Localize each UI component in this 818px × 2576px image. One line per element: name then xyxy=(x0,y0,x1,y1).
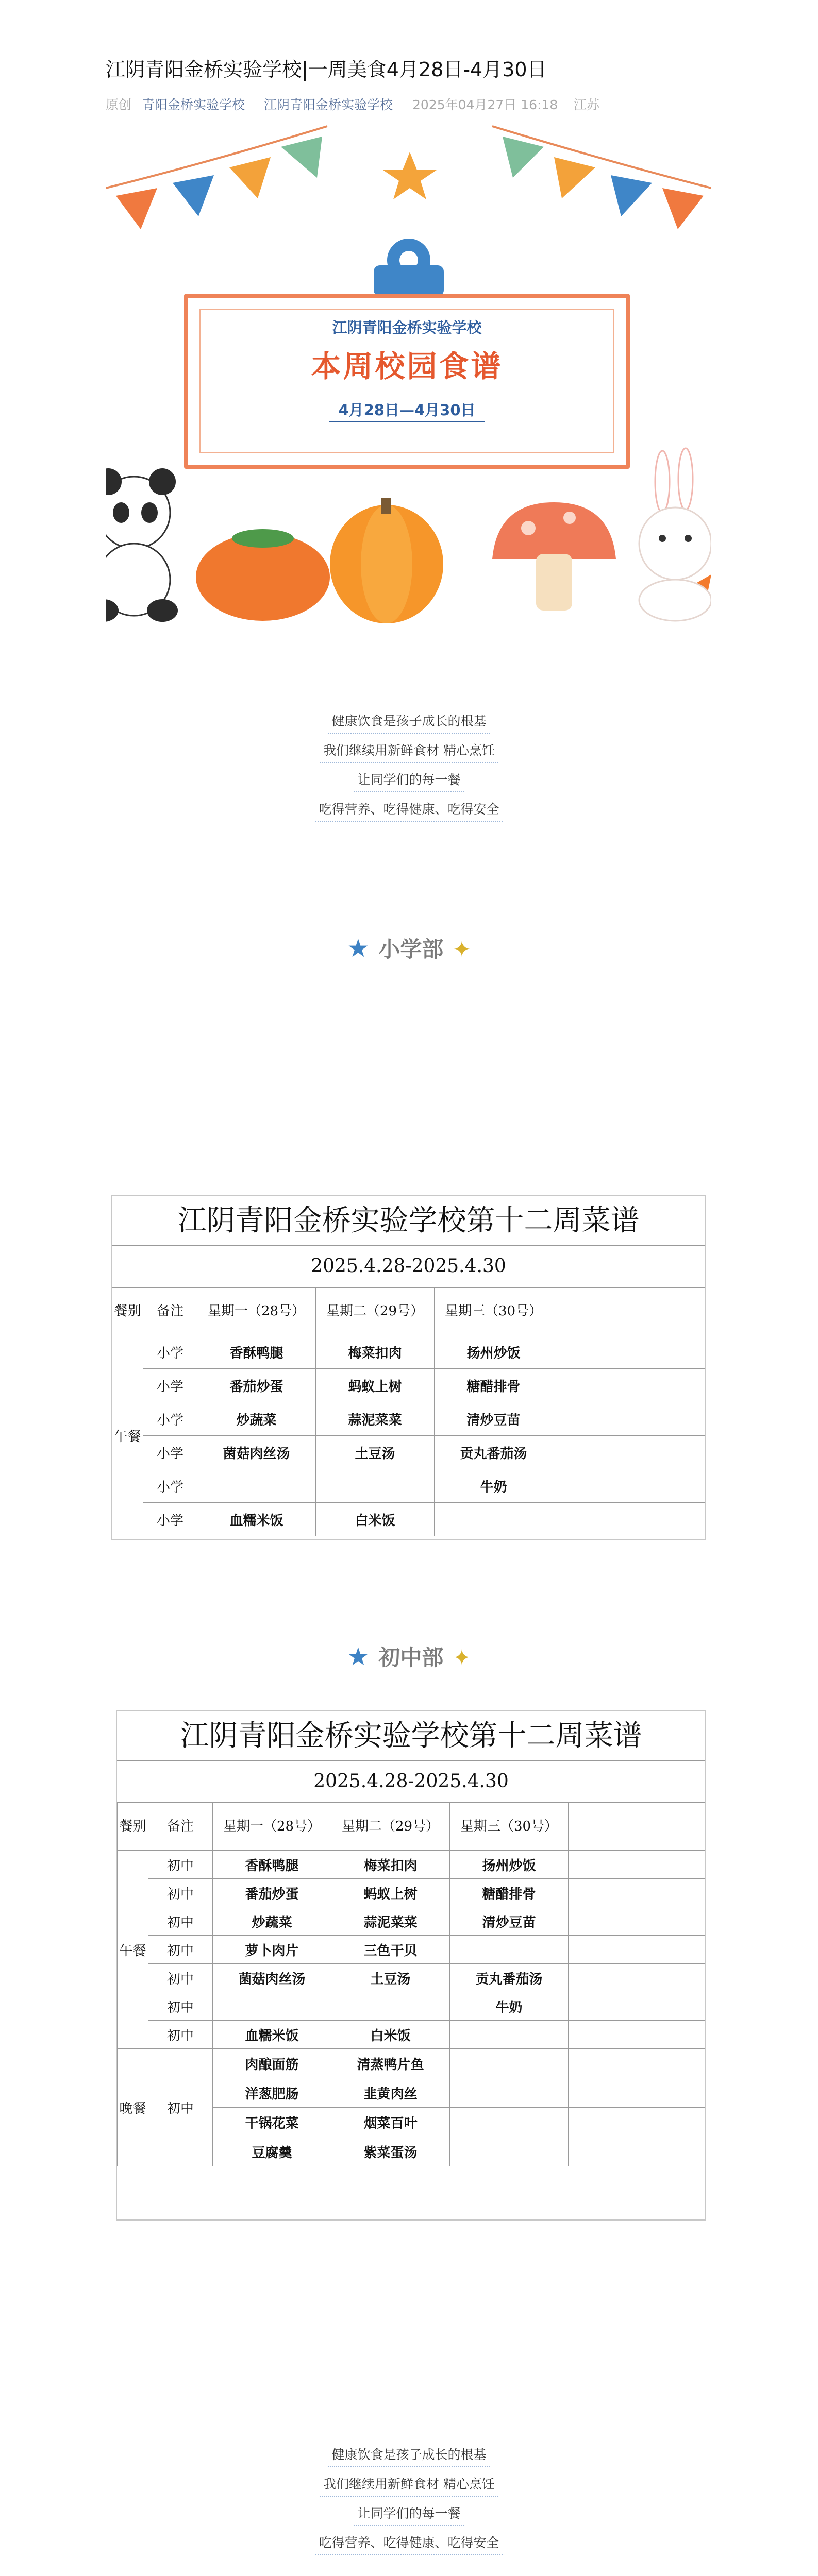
header-cell: 餐别 xyxy=(118,1803,148,1851)
note-cell: 初中 xyxy=(148,2021,213,2049)
dish-cell: 糖醋排骨 xyxy=(435,1369,553,1402)
dish-cell xyxy=(450,2021,569,2049)
dish-cell xyxy=(213,1992,331,2021)
dish-cell: 番茄炒蛋 xyxy=(213,1879,331,1907)
dish-cell: 番茄炒蛋 xyxy=(197,1369,316,1402)
dish-cell xyxy=(435,1503,553,1536)
header-cell xyxy=(553,1288,705,1335)
header-cell: 星期一（28号） xyxy=(213,1803,331,1851)
meal-cell: 晚餐 xyxy=(118,2049,148,2166)
dish-cell: 烟菜百叶 xyxy=(331,2108,450,2137)
dish-cell: 菌菇肉丝汤 xyxy=(213,1964,331,1992)
board-date: 4月28日—4月30日 xyxy=(188,399,626,420)
original-tag: 原创 xyxy=(106,97,132,112)
header-cell: 星期三（30号） xyxy=(450,1803,569,1851)
dish-cell: 蚂蚁上树 xyxy=(316,1369,435,1402)
header-cell: 星期一（28号） xyxy=(197,1288,316,1335)
note-cell: 小学 xyxy=(143,1436,197,1469)
dish-cell: 蚂蚁上树 xyxy=(331,1879,450,1907)
slogan-line: 让同学们的每一餐 xyxy=(0,770,818,792)
publish-time: 2025年04月27日 16:18 xyxy=(412,97,558,112)
dish-cell: 三色干贝 xyxy=(331,1936,450,1964)
section-heading-middle: ★ 初中部 ✦ xyxy=(347,1642,471,1671)
note-cell: 初中 xyxy=(148,1992,213,2021)
dish-cell: 香酥鸭腿 xyxy=(197,1335,316,1369)
note-cell: 初中 xyxy=(148,1907,213,1936)
dish-cell: 清炒豆苗 xyxy=(435,1402,553,1436)
menu-date: 2025.4.28-2025.4.30 xyxy=(112,1246,705,1287)
header-cell: 备注 xyxy=(143,1288,197,1335)
dish-cell: 蒜泥菜菜 xyxy=(316,1402,435,1436)
dish-cell: 蒜泥菜菜 xyxy=(331,1907,450,1936)
dish-cell: 土豆汤 xyxy=(316,1436,435,1469)
header-cell: 星期二（29号） xyxy=(316,1288,435,1335)
dish-cell: 炒蔬菜 xyxy=(197,1402,316,1436)
menu-grid xyxy=(117,1803,705,2166)
dish-cell: 扬州炒饭 xyxy=(435,1335,553,1369)
dish-cell: 血糯米饭 xyxy=(197,1503,316,1536)
note-cell: 小学 xyxy=(143,1369,197,1402)
menu-title: 江阴青阳金桥实验学校第十二周菜谱 xyxy=(117,1711,705,1761)
slogan-line: 我们继续用新鲜食材 精心烹饪 xyxy=(0,2474,818,2497)
dish-cell xyxy=(197,1469,316,1503)
dish-cell xyxy=(450,2108,569,2137)
note-cell: 小学 xyxy=(143,1469,197,1503)
author-link[interactable]: 青阳金桥实验学校 xyxy=(142,97,245,112)
board-school-name: 江阴青阳金桥实验学校 xyxy=(332,319,482,336)
slogan-line: 吃得营养、吃得健康、吃得安全 xyxy=(0,799,818,822)
article-title: 江阴青阳金桥实验学校|一周美食4月28日-4月30日 xyxy=(106,58,547,81)
dish-cell: 韭黄肉丝 xyxy=(331,2078,450,2108)
dish-cell: 牛奶 xyxy=(435,1469,553,1503)
note-cell: 初中 xyxy=(148,1964,213,1992)
note-cell: 初中 xyxy=(148,1879,213,1907)
dish-cell: 糖醋排骨 xyxy=(450,1879,569,1907)
dish-cell: 贡丸番茄汤 xyxy=(450,1964,569,1992)
account-link[interactable]: 江阴青阳金桥实验学校 xyxy=(264,97,393,112)
slogan-line: 健康饮食是孩子成长的根基 xyxy=(0,711,818,734)
dish-cell: 肉酿面筋 xyxy=(213,2049,331,2078)
header-cell: 餐别 xyxy=(112,1288,143,1335)
primary-menu-table xyxy=(111,1195,706,1540)
note-cell: 小学 xyxy=(143,1503,197,1536)
corn-icon: ✦ xyxy=(453,1645,471,1670)
dish-cell xyxy=(450,1936,569,1964)
dish-cell: 炒蔬菜 xyxy=(213,1907,331,1936)
dish-cell: 白米饭 xyxy=(331,2021,450,2049)
dish-cell: 清炒豆苗 xyxy=(450,1907,569,1936)
dish-cell xyxy=(450,2049,569,2078)
note-cell: 初中 xyxy=(148,2049,213,2166)
menu-title: 江阴青阳金桥实验学校第十二周菜谱 xyxy=(112,1196,705,1246)
header-cell: 星期二（29号） xyxy=(331,1803,450,1851)
menu-grid xyxy=(112,1287,705,1536)
dish-cell xyxy=(331,1992,450,2021)
dish-cell: 洋葱肥肠 xyxy=(213,2078,331,2108)
dish-cell: 干锅花菜 xyxy=(213,2108,331,2137)
note-cell: 小学 xyxy=(143,1335,197,1369)
section-heading-primary: ★ 小学部 ✦ xyxy=(347,934,471,963)
slogan-line: 让同学们的每一餐 xyxy=(0,2503,818,2526)
menu-date: 2025.4.28-2025.4.30 xyxy=(117,1761,705,1803)
slogan-line: 健康饮食是孩子成长的根基 xyxy=(0,2445,818,2467)
dish-cell: 梅菜扣肉 xyxy=(316,1335,435,1369)
header-cell: 星期三（30号） xyxy=(435,1288,553,1335)
dish-cell: 土豆汤 xyxy=(331,1964,450,1992)
dish-cell: 血糯米饭 xyxy=(213,2021,331,2049)
dish-cell: 贡丸番茄汤 xyxy=(435,1436,553,1469)
dish-cell xyxy=(316,1469,435,1503)
star-icon: ★ xyxy=(347,1642,370,1671)
header-cell: 备注 xyxy=(148,1803,213,1851)
note-cell: 小学 xyxy=(143,1402,197,1436)
dish-cell: 梅菜扣肉 xyxy=(331,1851,450,1879)
slogan-line: 我们继续用新鲜食材 精心烹饪 xyxy=(0,740,818,763)
dish-cell: 紫菜蛋汤 xyxy=(331,2137,450,2166)
dish-cell: 菌菇肉丝汤 xyxy=(197,1436,316,1469)
slogan-line: 吃得营养、吃得健康、吃得安全 xyxy=(0,2533,818,2555)
dish-cell xyxy=(450,2137,569,2166)
dish-cell: 萝卜肉片 xyxy=(213,1936,331,1964)
note-cell: 初中 xyxy=(148,1936,213,1964)
star-icon: ★ xyxy=(347,934,370,963)
menu-board xyxy=(184,294,630,469)
dish-cell: 白米饭 xyxy=(316,1503,435,1536)
dish-cell: 豆腐羹 xyxy=(213,2137,331,2166)
note-cell: 初中 xyxy=(148,1851,213,1879)
dish-cell: 牛奶 xyxy=(450,1992,569,2021)
dish-cell: 香酥鸭腿 xyxy=(213,1851,331,1879)
meal-cell: 午餐 xyxy=(118,1851,148,2049)
board-title: 本周校园食谱 xyxy=(311,349,503,384)
publish-region: 江苏 xyxy=(574,97,600,112)
meal-cell: 午餐 xyxy=(112,1335,143,1536)
dish-cell: 扬州炒饭 xyxy=(450,1851,569,1879)
corn-icon: ✦ xyxy=(453,937,471,962)
dish-cell xyxy=(450,2078,569,2108)
dish-cell: 清蒸鸭片鱼 xyxy=(331,2049,450,2078)
middle-menu-table xyxy=(116,1710,706,2221)
